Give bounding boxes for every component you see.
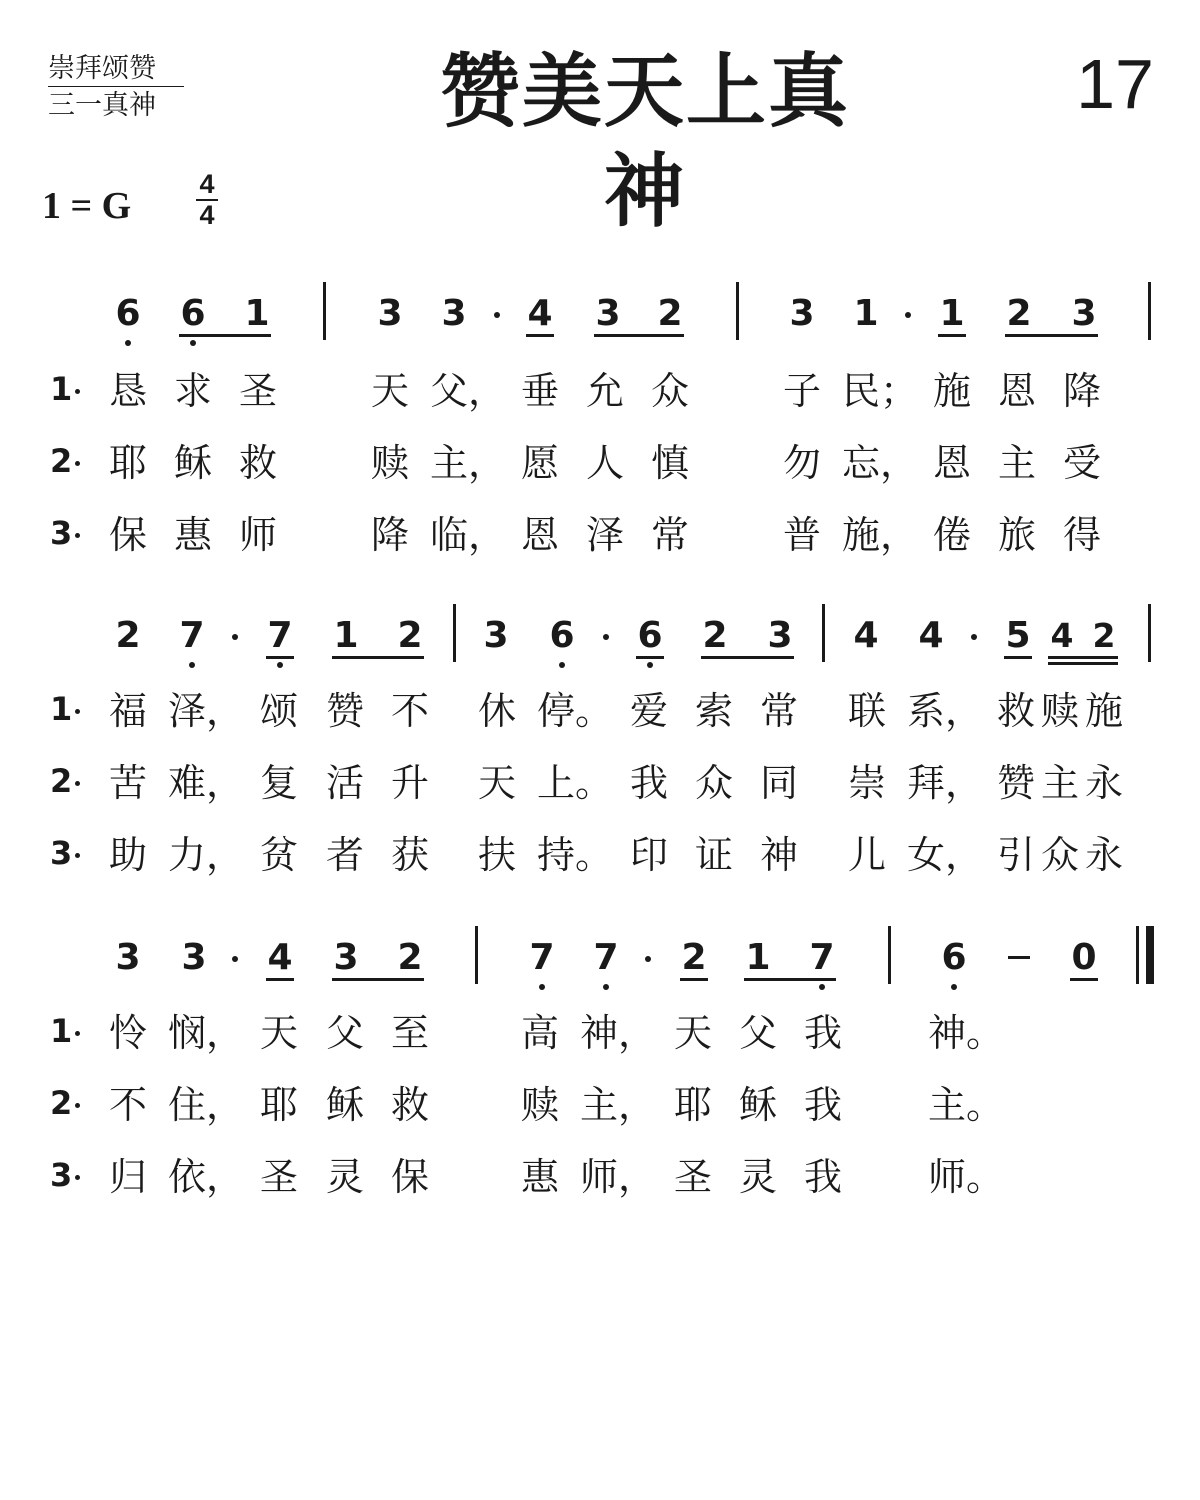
- note: 3: [181, 937, 207, 978]
- note: 1: [745, 937, 771, 978]
- lyric-char: 复: [259, 761, 298, 805]
- hymn-title: 赞美天上真神: [440, 45, 850, 238]
- note: 6: [115, 293, 141, 334]
- lyric-char: 求: [173, 369, 212, 413]
- lyric-char: 证: [694, 833, 733, 877]
- low-octave-dot: [190, 340, 196, 346]
- note: 4: [918, 615, 944, 656]
- lyric-char: 永: [1084, 833, 1123, 877]
- lyric-char: 保: [390, 1155, 429, 1199]
- lyric-char: 赞: [996, 761, 1035, 805]
- lyric-char: 愿: [520, 441, 559, 485]
- lyric-char: 同: [759, 761, 798, 805]
- bar-line: [323, 282, 326, 340]
- note: 3: [789, 293, 815, 334]
- low-octave-dot: [603, 984, 609, 990]
- lyric-char: 稣: [738, 1083, 777, 1127]
- lyric-char: 颂: [259, 689, 298, 733]
- lyric-char: 活: [325, 761, 364, 805]
- note: 3: [333, 937, 359, 978]
- lyric-char: 众: [650, 369, 689, 413]
- augmentation-dot: [971, 634, 977, 640]
- lyric-char: 师: [238, 513, 277, 557]
- lyric-char: 上。: [537, 761, 614, 805]
- note: 6: [549, 615, 575, 656]
- lyric-char: 耶: [673, 1083, 712, 1127]
- lyric-char: 天: [370, 369, 409, 413]
- lyric-char: 我: [803, 1155, 842, 1199]
- note: 6: [637, 615, 663, 656]
- bar-line: [888, 926, 891, 984]
- lyric-char: 怜: [108, 1011, 147, 1055]
- lyric-char: 子: [782, 369, 821, 413]
- note: 3: [441, 293, 467, 334]
- lyric-char: 慎: [650, 441, 689, 485]
- bar-line: [453, 604, 456, 662]
- lyric-char: 获: [390, 833, 429, 877]
- lyric-char: 持。: [537, 833, 614, 877]
- lyric-char: 恩: [932, 441, 971, 485]
- lyric-char: 施，: [842, 513, 919, 557]
- notation-row-3: [0, 938, 1200, 1018]
- verse-number: 3: [50, 1156, 90, 1194]
- lyric-char: 休: [477, 689, 516, 733]
- lyric-line-s2-v1: [0, 688, 1200, 736]
- lyric-char: 灵: [325, 1155, 364, 1199]
- lyric-char: 勿: [782, 441, 821, 485]
- lyric-char: 惠: [520, 1155, 559, 1199]
- lyric-char: 救: [390, 1083, 429, 1127]
- lyric-char: 受: [1062, 441, 1101, 485]
- lyric-char: 不: [108, 1083, 147, 1127]
- lyric-char: 神: [759, 833, 798, 877]
- lyric-char: 父，: [430, 369, 507, 413]
- lyric-char: 民；: [842, 369, 919, 413]
- hymn-number: 17: [1076, 45, 1154, 123]
- lyric-char: 旅: [997, 513, 1036, 557]
- note: 3: [483, 615, 509, 656]
- note: [1008, 956, 1030, 959]
- lyric-line-s3-v3: [0, 1154, 1200, 1202]
- lyric-char: 我: [629, 761, 668, 805]
- lyric-char: 升: [390, 761, 429, 805]
- note: 2: [1006, 293, 1032, 334]
- note: 7: [809, 937, 835, 978]
- lyric-char: 天: [477, 761, 516, 805]
- lyric-char: 赎: [370, 441, 409, 485]
- verse-number: 3: [50, 514, 90, 552]
- lyric-char: 施: [932, 369, 971, 413]
- notation-row-1: [0, 294, 1200, 374]
- verse-number: 2: [50, 1084, 90, 1122]
- note: 4: [1050, 616, 1074, 655]
- eighth-beam: [179, 334, 271, 337]
- lyric-char: 赎: [520, 1083, 559, 1127]
- lyric-char: 主: [1040, 761, 1079, 805]
- note: 4: [267, 937, 293, 978]
- lyric-char: 恩: [997, 369, 1036, 413]
- lyric-char: 赞: [325, 689, 364, 733]
- lyric-char: 稣: [325, 1083, 364, 1127]
- lyric-char: 天: [259, 1011, 298, 1055]
- note: 6: [180, 293, 206, 334]
- lyric-char: 我: [803, 1011, 842, 1055]
- lyric-char: 施: [1084, 689, 1123, 733]
- lyric-char: 印: [629, 833, 668, 877]
- eighth-beam: [526, 334, 554, 337]
- lyric-char: 助: [108, 833, 147, 877]
- lyric-line-s1-v3: [0, 512, 1200, 560]
- eighth-beam: [1004, 656, 1032, 659]
- note: 1: [244, 293, 270, 334]
- note: 7: [593, 937, 619, 978]
- eighth-beam: [680, 978, 708, 981]
- notation-row-2: [0, 616, 1200, 696]
- lyric-char: 稣: [173, 441, 212, 485]
- bar-line: [475, 926, 478, 984]
- eighth-beam: [636, 656, 664, 659]
- lyric-line-s3-v1: [0, 1010, 1200, 1058]
- low-octave-dot: [951, 984, 957, 990]
- lyric-char: 爱: [629, 689, 668, 733]
- lyric-char: 垂: [520, 369, 559, 413]
- note: 3: [767, 615, 793, 656]
- note: 7: [267, 615, 293, 656]
- note: 2: [1092, 616, 1116, 655]
- eighth-beam: [594, 334, 684, 337]
- final-bar-thin: [1136, 926, 1139, 984]
- low-octave-dot: [647, 662, 653, 668]
- lyric-char: 主: [997, 441, 1036, 485]
- lyric-char: 普: [782, 513, 821, 557]
- lyric-char: 女，: [907, 833, 984, 877]
- eighth-beam: [744, 978, 836, 981]
- lyric-char: 圣: [238, 369, 277, 413]
- lyric-char: 神，: [580, 1011, 657, 1055]
- augmentation-dot: [603, 634, 609, 640]
- note: 7: [529, 937, 555, 978]
- lyric-line-s1-v2: [0, 440, 1200, 488]
- note: 3: [377, 293, 403, 334]
- time-signature: [196, 170, 218, 230]
- eighth-beam: [1005, 334, 1098, 337]
- lyric-char: 联: [847, 689, 886, 733]
- verse-number: 2: [50, 762, 90, 800]
- note: 2: [397, 937, 423, 978]
- lyric-char: 师，: [580, 1155, 657, 1199]
- time-signature-bottom: 4: [199, 200, 215, 230]
- category-line-2: 三一真神: [48, 90, 156, 121]
- lyric-char: 降: [1062, 369, 1101, 413]
- lyric-char: 不: [390, 689, 429, 733]
- lyric-char: 临，: [430, 513, 507, 557]
- lyric-line-s1-v1: [0, 368, 1200, 416]
- hymn-category: [48, 52, 184, 122]
- lyric-char: 拜，: [907, 761, 984, 805]
- low-octave-dot: [189, 662, 195, 668]
- lyric-char: 恳: [108, 369, 147, 413]
- note: 1: [939, 293, 965, 334]
- final-bar-thick: [1146, 926, 1154, 984]
- bar-line: [736, 282, 739, 340]
- lyric-char: 灵: [738, 1155, 777, 1199]
- lyric-char: 常: [759, 689, 798, 733]
- lyric-line-s3-v2: [0, 1082, 1200, 1130]
- note: 3: [595, 293, 621, 334]
- lyric-char: 难，: [168, 761, 245, 805]
- lyric-line-s2-v2: [0, 760, 1200, 808]
- lyric-char: 得: [1062, 513, 1101, 557]
- lyric-char: 崇: [847, 761, 886, 805]
- eighth-beam: [1070, 978, 1098, 981]
- lyric-char: 主，: [430, 441, 507, 485]
- augmentation-dot: [905, 312, 911, 318]
- eighth-beam: [332, 978, 424, 981]
- note: 0: [1071, 937, 1097, 978]
- lyric-char: 泽，: [168, 689, 245, 733]
- lyric-char: 索: [694, 689, 733, 733]
- lyric-char: 师。: [928, 1155, 1005, 1199]
- lyric-char: 停。: [537, 689, 614, 733]
- verse-number: 2: [50, 442, 90, 480]
- note: 7: [179, 615, 205, 656]
- lyric-char: 儿: [847, 833, 886, 877]
- lyric-char: 惠: [173, 513, 212, 557]
- lyric-char: 福: [108, 689, 147, 733]
- lyric-char: 归: [108, 1155, 147, 1199]
- lyric-char: 主。: [928, 1083, 1005, 1127]
- lyric-char: 圣: [259, 1155, 298, 1199]
- lyric-char: 者: [325, 833, 364, 877]
- lyric-char: 允: [585, 369, 624, 413]
- key-signature: 1 = G: [42, 185, 132, 227]
- augmentation-dot: [494, 312, 500, 318]
- low-octave-dot: [277, 662, 283, 668]
- lyric-char: 永: [1084, 761, 1123, 805]
- note: 4: [527, 293, 553, 334]
- lyric-char: 神。: [928, 1011, 1005, 1055]
- lyric-char: 保: [108, 513, 147, 557]
- verse-number: 1: [50, 690, 90, 728]
- lyric-char: 依，: [168, 1155, 245, 1199]
- note: 2: [657, 293, 683, 334]
- lyric-char: 高: [520, 1011, 559, 1055]
- bar-line: [1148, 604, 1151, 662]
- lyric-char: 住，: [168, 1083, 245, 1127]
- lyric-char: 众: [1040, 833, 1079, 877]
- lyric-char: 父: [738, 1011, 777, 1055]
- note: 6: [941, 937, 967, 978]
- lyric-char: 常: [650, 513, 689, 557]
- eighth-beam: [266, 978, 294, 981]
- lyric-char: 系，: [907, 689, 984, 733]
- low-octave-dot: [559, 662, 565, 668]
- low-octave-dot: [125, 340, 131, 346]
- note: 3: [1071, 293, 1097, 334]
- note: 4: [853, 615, 879, 656]
- lyric-char: 众: [694, 761, 733, 805]
- note: 2: [397, 615, 423, 656]
- lyric-char: 贫: [259, 833, 298, 877]
- augmentation-dot: [645, 956, 651, 962]
- category-line-1: 崇拜颂赞: [48, 52, 184, 87]
- lyric-char: 至: [390, 1011, 429, 1055]
- lyric-char: 救: [238, 441, 277, 485]
- lyric-char: 苦: [108, 761, 147, 805]
- lyric-char: 忘，: [842, 441, 919, 485]
- lyric-char: 圣: [673, 1155, 712, 1199]
- lyric-char: 父: [325, 1011, 364, 1055]
- note: 5: [1005, 615, 1031, 656]
- augmentation-dot: [232, 956, 238, 962]
- low-octave-dot: [819, 984, 825, 990]
- note: 2: [702, 615, 728, 656]
- lyric-char: 恩: [520, 513, 559, 557]
- bar-line: [822, 604, 825, 662]
- verse-number: 1: [50, 1012, 90, 1050]
- lyric-char: 悯，: [168, 1011, 245, 1055]
- sixteenth-beam: [1048, 662, 1118, 665]
- augmentation-dot: [232, 634, 238, 640]
- eighth-beam: [332, 656, 424, 659]
- lyric-line-s2-v3: [0, 832, 1200, 880]
- eighth-beam: [1048, 656, 1118, 659]
- time-signature-top: 4: [196, 170, 218, 201]
- note: 1: [853, 293, 879, 334]
- eighth-beam: [938, 334, 966, 337]
- lyric-char: 人: [585, 441, 624, 485]
- low-octave-dot: [539, 984, 545, 990]
- note: 2: [115, 615, 141, 656]
- lyric-char: 降: [370, 513, 409, 557]
- lyric-char: 天: [673, 1011, 712, 1055]
- lyric-char: 引: [996, 833, 1035, 877]
- verse-number: 1: [50, 370, 90, 408]
- lyric-char: 倦: [932, 513, 971, 557]
- lyric-char: 主，: [580, 1083, 657, 1127]
- lyric-char: 赎: [1040, 689, 1079, 733]
- verse-number: 3: [50, 834, 90, 872]
- bar-line: [1148, 282, 1151, 340]
- eighth-beam: [701, 656, 794, 659]
- lyric-char: 救: [996, 689, 1035, 733]
- lyric-char: 力，: [168, 833, 245, 877]
- note: 3: [115, 937, 141, 978]
- lyric-char: 耶: [259, 1083, 298, 1127]
- lyric-char: 扶: [477, 833, 516, 877]
- note: 2: [681, 937, 707, 978]
- note: 1: [333, 615, 359, 656]
- eighth-beam: [266, 656, 294, 659]
- lyric-char: 我: [803, 1083, 842, 1127]
- lyric-char: 耶: [108, 441, 147, 485]
- lyric-char: 泽: [585, 513, 624, 557]
